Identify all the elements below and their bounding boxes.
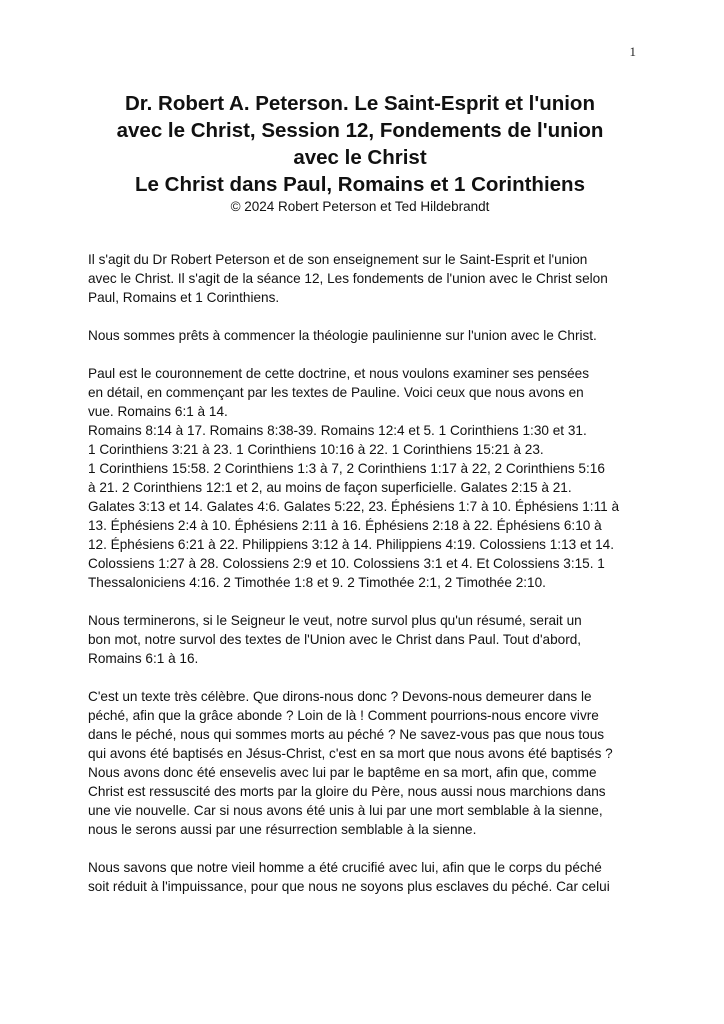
text-line: bon mot, notre survol des textes de l'Union avec le Christ dans Paul. Tout d'abord, bbox=[88, 632, 582, 647]
text-line: Christ est ressuscité des morts par la gloire du Père, nous aussi nous marchions dans bbox=[88, 784, 606, 799]
copyright-notice: © 2024 Robert Peterson et Ted Hildebrandt bbox=[230, 199, 490, 214]
text-line: 1 Corinthiens 15:58. 2 Corinthiens 1:3 à 7, 2 Corinthiens 1:17 à 22, 2 Corinthiens 5:16 bbox=[88, 461, 605, 476]
text-line: 12. Éphésiens 6:21 à 22. Philippiens 3:12 à 14. Philippiens 4:19. Colossiens 1:13 et 14. bbox=[88, 537, 614, 552]
text-line: Galates 3:13 et 14. Galates 4:6. Galates 5:22, 23. Éphésiens 1:7 à 10. Éphésiens 1:11 à bbox=[88, 499, 620, 514]
paragraph-romans-6 bbox=[88, 687, 648, 839]
title-line: Le Christ dans Paul, Romains et 1 Corinthiens bbox=[135, 173, 585, 196]
text-line: péché, afin que la grâce abonde ? Loin de là ! Comment pourrions-nous encore vivre bbox=[88, 708, 599, 723]
text-line: Romains 8:14 à 17. Romains 8:38-39. Romains 12:4 et 5. 1 Corinthiens 1:30 et 31. bbox=[88, 423, 587, 438]
text-line: soit réduit à l'impuissance, pour que nous ne soyons plus esclaves du péché. Car celui bbox=[88, 879, 610, 894]
text-line: Nous savons que notre vieil homme a été crucifié avec lui, afin que le corps du péché bbox=[88, 860, 602, 875]
paragraph-texts-list bbox=[88, 364, 648, 592]
text-line: à 21. 2 Corinthiens 12:1 et 2, au moins de façon superficielle. Galates 2:15 à 21. bbox=[88, 480, 572, 495]
paragraph-old-self bbox=[88, 858, 648, 896]
paragraph-start bbox=[88, 326, 648, 345]
text-line: C'est un texte très célèbre. Que dirons-nous donc ? Devons-nous demeurer dans le bbox=[88, 689, 592, 704]
text-line: dans le péché, nous qui sommes morts au péché ? Ne savez-vous pas que nous tous bbox=[88, 727, 605, 742]
document-body bbox=[88, 250, 648, 915]
paragraph-intro bbox=[88, 250, 648, 307]
text-line: en détail, en commençant par les textes de Pauline. Voici ceux que nous avons en bbox=[88, 385, 584, 400]
text-line: Paul est le couronnement de cette doctrine, et nous voulons examiner ses pensées bbox=[88, 366, 590, 381]
text-line: Thessaloniciens 4:16. 2 Timothée 1:8 et 9. 2 Timothée 2:1, 2 Timothée 2:10. bbox=[88, 575, 546, 590]
text-line: qui avons été baptisés en Jésus-Christ, c'est en sa mort que nous avons été baptisés ? bbox=[88, 746, 613, 761]
text-line: avec le Christ. Il s'agit de la séance 12, Les fondements de l'union avec le Christ selon bbox=[88, 271, 608, 286]
page-number: 1 bbox=[629, 44, 636, 59]
title-line: avec le Christ, Session 12, Fondements de l'union bbox=[116, 119, 604, 142]
text-line: Il s'agit du Dr Robert Peterson et de son enseignement sur le Saint-Esprit et l'union bbox=[88, 252, 588, 267]
text-line: 13. Éphésiens 2:4 à 10. Éphésiens 2:11 à 16. Éphésiens 2:18 à 22. Éphésiens 6:10 à bbox=[88, 518, 602, 533]
text-line: vue. Romains 6:1 à 14. bbox=[88, 404, 228, 419]
title-line: Dr. Robert A. Peterson. Le Saint-Esprit et l'union bbox=[125, 92, 595, 115]
text-line: Nous terminerons, si le Seigneur le veut, notre survol plus qu'un résumé, serait un bbox=[88, 613, 582, 628]
text-line: Romains 6:1 à 16. bbox=[88, 651, 199, 666]
document-title bbox=[80, 90, 640, 216]
text-line: 1 Corinthiens 3:21 à 23. 1 Corinthiens 10:16 à 22. 1 Corinthiens 15:21 à 23. bbox=[88, 442, 544, 457]
text-line: Nous sommes prêts à commencer la théologie paulinienne sur l'union avec le Christ. bbox=[88, 328, 597, 343]
text-line: nous le serons aussi par une résurrection semblable à la sienne. bbox=[88, 822, 477, 837]
text-line: Nous avons donc été ensevelis avec lui par le baptême en sa mort, afin que, comme bbox=[88, 765, 597, 780]
text-line: Colossiens 1:27 à 28. Colossiens 2:9 et 10. Colossiens 3:1 et 4. Et Colossiens 3:15. 1 bbox=[88, 556, 605, 571]
paragraph-survey bbox=[88, 611, 648, 668]
text-line: Paul, Romains et 1 Corinthiens. bbox=[88, 290, 280, 305]
text-line: une vie nouvelle. Car si nous avons été unis à lui par une mort semblable à la sienne, bbox=[88, 803, 603, 818]
title-line: avec le Christ bbox=[293, 146, 427, 169]
